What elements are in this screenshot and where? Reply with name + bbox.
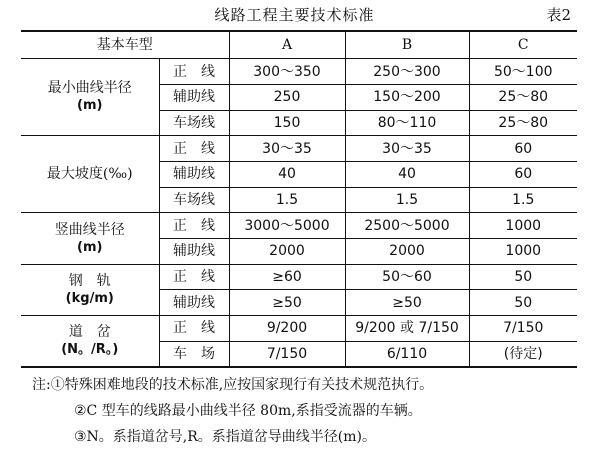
group-unit: (m) bbox=[77, 239, 103, 255]
cell-value: ≥50 bbox=[345, 290, 469, 316]
note-line-2 bbox=[32, 398, 582, 424]
table-notes bbox=[32, 372, 582, 450]
header-col-a: A bbox=[229, 31, 345, 59]
row-type: 辅助线 bbox=[159, 290, 229, 316]
row-type: 正 线 bbox=[159, 59, 229, 85]
group-min-curve-radius bbox=[21, 59, 159, 136]
cell-value: 1.5 bbox=[345, 187, 469, 213]
header-col-b: B bbox=[345, 31, 469, 59]
table-header-row bbox=[21, 31, 577, 59]
row-type: 正 线 bbox=[159, 316, 229, 342]
row-type: 车 场 bbox=[159, 341, 229, 367]
group-label: 钢 轨 bbox=[68, 272, 111, 289]
standards-table bbox=[21, 30, 577, 368]
cell-value: 1.5 bbox=[469, 187, 577, 213]
group-label: 道 岔 bbox=[68, 324, 111, 341]
table-row bbox=[21, 59, 577, 85]
row-type: 车场线 bbox=[159, 110, 229, 136]
group-unit: (N。/R。) bbox=[61, 342, 119, 358]
group-label: 最大坡度(‰) bbox=[46, 166, 133, 183]
row-type: 正 线 bbox=[159, 264, 229, 290]
cell-value: 30～35 bbox=[229, 136, 345, 162]
header-vehicle-type: 基本车型 bbox=[21, 31, 229, 59]
note-line-3 bbox=[32, 424, 582, 450]
note-line-1 bbox=[32, 372, 582, 398]
cell-value: 40 bbox=[345, 162, 469, 188]
note-item: ①特殊困难地段的技术标准,应按国家现行有关技术规范执行。 bbox=[50, 377, 434, 393]
cell-value: 2500～5000 bbox=[345, 213, 469, 239]
group-label: 竖曲线半径 bbox=[54, 221, 125, 238]
row-type: 车场线 bbox=[159, 187, 229, 213]
cell-value: 1000 bbox=[469, 239, 577, 265]
table-row bbox=[21, 213, 577, 239]
cell-value: 7/150 bbox=[469, 316, 577, 342]
cell-value: 1000 bbox=[469, 213, 577, 239]
header-col-c: C bbox=[469, 31, 577, 59]
cell-value: 300～350 bbox=[229, 59, 345, 85]
cell-value: 30～35 bbox=[345, 136, 469, 162]
table-row bbox=[21, 136, 577, 162]
cell-value: 50～60 bbox=[345, 264, 469, 290]
notes-prefix: 注: bbox=[32, 377, 51, 393]
cell-value: 25～80 bbox=[469, 84, 577, 110]
cell-value: 250 bbox=[229, 84, 345, 110]
cell-value: 2000 bbox=[229, 239, 345, 265]
note-item: ③N。系指道岔号,R。系指道岔导曲线半径(m)。 bbox=[74, 429, 376, 445]
cell-value: 1.5 bbox=[229, 187, 345, 213]
group-label: 最小曲线半径 bbox=[47, 80, 132, 97]
cell-value: ≥60 bbox=[229, 264, 345, 290]
group-max-gradient bbox=[21, 136, 159, 213]
cell-value: 60 bbox=[469, 136, 577, 162]
cell-value: 80～110 bbox=[345, 110, 469, 136]
cell-value: (待定) bbox=[469, 341, 577, 367]
cell-value: 150～200 bbox=[345, 84, 469, 110]
note-item: ②C 型车的线路最小曲线半径 80m,系指受流器的车辆。 bbox=[74, 403, 422, 419]
table-row bbox=[21, 264, 577, 290]
cell-value: 25～80 bbox=[469, 110, 577, 136]
cell-value: 40 bbox=[229, 162, 345, 188]
cell-value: 9/200 或 7/150 bbox=[345, 316, 469, 342]
row-type: 正 线 bbox=[159, 136, 229, 162]
cell-value: 3000～5000 bbox=[229, 213, 345, 239]
row-type: 辅助线 bbox=[159, 84, 229, 110]
row-type: 正 线 bbox=[159, 213, 229, 239]
group-vertical-curve-radius bbox=[21, 213, 159, 264]
cell-value: 7/150 bbox=[229, 341, 345, 367]
cell-value: 50～100 bbox=[469, 59, 577, 85]
cell-value: 50 bbox=[469, 290, 577, 316]
document-title: 线路工程主要技术标准 bbox=[214, 6, 375, 24]
cell-value: 2000 bbox=[345, 239, 469, 265]
cell-value: 250～300 bbox=[345, 59, 469, 85]
group-unit: (kg/m) bbox=[65, 290, 114, 306]
row-type: 辅助线 bbox=[159, 162, 229, 188]
group-turnout bbox=[21, 316, 159, 367]
group-rail bbox=[21, 264, 159, 315]
group-unit: (m) bbox=[77, 98, 103, 114]
cell-value: ≥50 bbox=[229, 290, 345, 316]
table-row bbox=[21, 316, 577, 342]
cell-value: 6/110 bbox=[345, 341, 469, 367]
cell-value: 150 bbox=[229, 110, 345, 136]
row-type: 辅助线 bbox=[159, 239, 229, 265]
table-number: 表2 bbox=[546, 6, 571, 24]
cell-value: 60 bbox=[469, 162, 577, 188]
cell-value: 9/200 bbox=[229, 316, 345, 342]
cell-value: 50 bbox=[469, 264, 577, 290]
